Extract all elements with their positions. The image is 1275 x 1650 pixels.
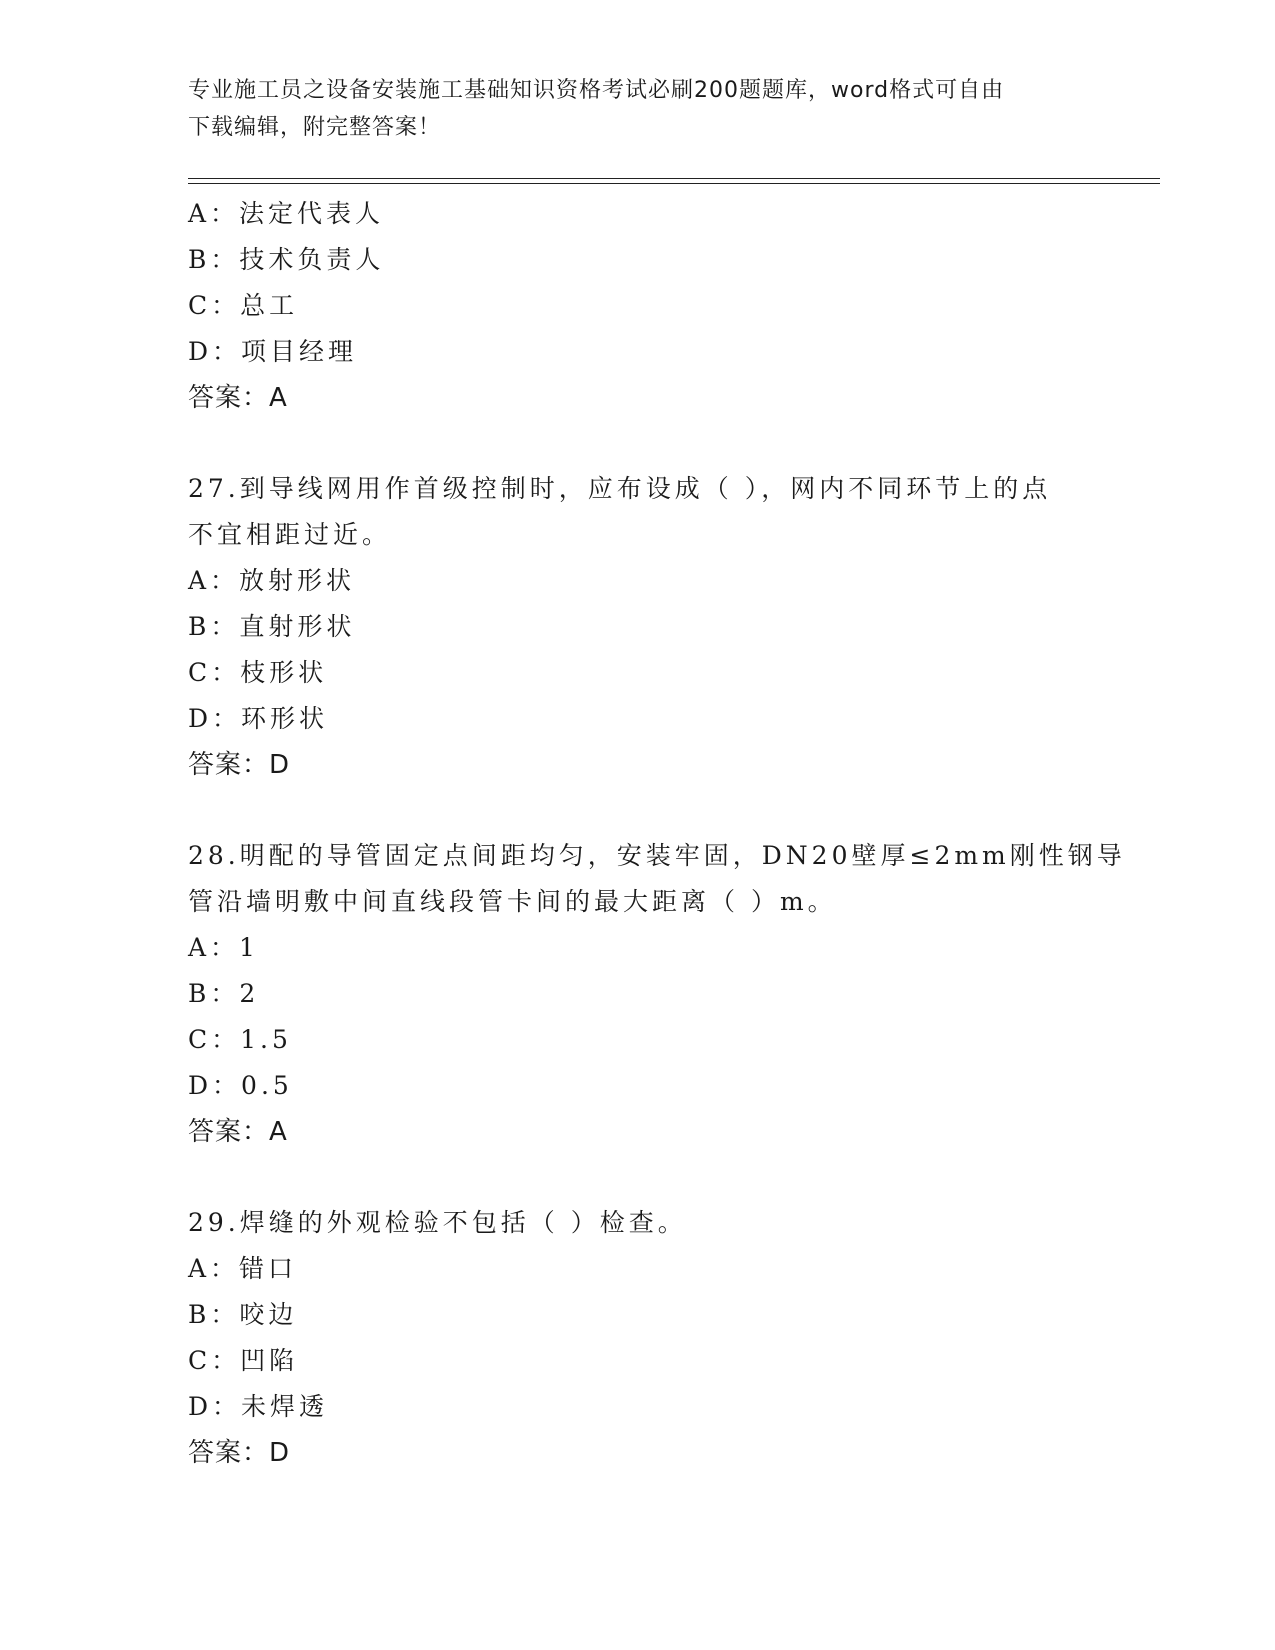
question-text-line-2: 管沿墙明敷中间直线段管卡间的最大距离（ ）m。 — [188, 887, 837, 916]
question-29 — [188, 1200, 1088, 1476]
option-a: A：法定代表人 — [188, 199, 385, 228]
option-c: C：枝形状 — [188, 658, 328, 687]
answer: 答案：D — [188, 1438, 291, 1468]
option-c: C：1.5 — [188, 1025, 292, 1054]
answer: 答案：A — [188, 1117, 288, 1147]
option-b: B：2 — [188, 979, 260, 1008]
page-header — [188, 72, 1088, 146]
question-text-line-1: 27.到导线网用作首级控制时，应布设成（ ），网内不同环节上的点 — [188, 474, 1052, 503]
question-28 — [188, 833, 1126, 1155]
header-rule-bottom — [188, 183, 1160, 184]
option-d: D：环形状 — [188, 704, 329, 733]
option-a: A：错口 — [188, 1254, 298, 1283]
option-d: D：0.5 — [188, 1071, 293, 1100]
option-b: B：技术负责人 — [188, 245, 385, 274]
option-d: D：项目经理 — [188, 337, 358, 366]
option-a: A：1 — [188, 933, 259, 962]
question-text-line-2: 不宜相距过近。 — [188, 520, 392, 549]
header-line-2: 下载编辑，附完整答案！ — [188, 115, 442, 140]
header-line-1: 专业施工员之设备安装施工基础知识资格考试必刷200题题库，word格式可自由 — [188, 78, 1005, 103]
question-text-line-1: 29.焊缝的外观检验不包括（ ）检查。 — [188, 1208, 687, 1237]
header-rule-top — [188, 178, 1160, 179]
question-27 — [188, 466, 1088, 788]
option-a: A：放射形状 — [188, 566, 356, 595]
answer: 答案：A — [188, 383, 288, 413]
question-26 — [188, 191, 1088, 421]
option-c: C：总工 — [188, 291, 299, 320]
option-c: C：凹陷 — [188, 1346, 299, 1375]
question-text-line-1: 28.明配的导管固定点间距均匀，安装牢固，DN20壁厚≤2mm刚性钢导 — [188, 841, 1126, 870]
option-d: D：未焊透 — [188, 1392, 329, 1421]
answer: 答案：D — [188, 750, 291, 780]
option-b: B：直射形状 — [188, 612, 356, 641]
option-b: B：咬边 — [188, 1300, 298, 1329]
document-body — [188, 191, 1126, 1476]
